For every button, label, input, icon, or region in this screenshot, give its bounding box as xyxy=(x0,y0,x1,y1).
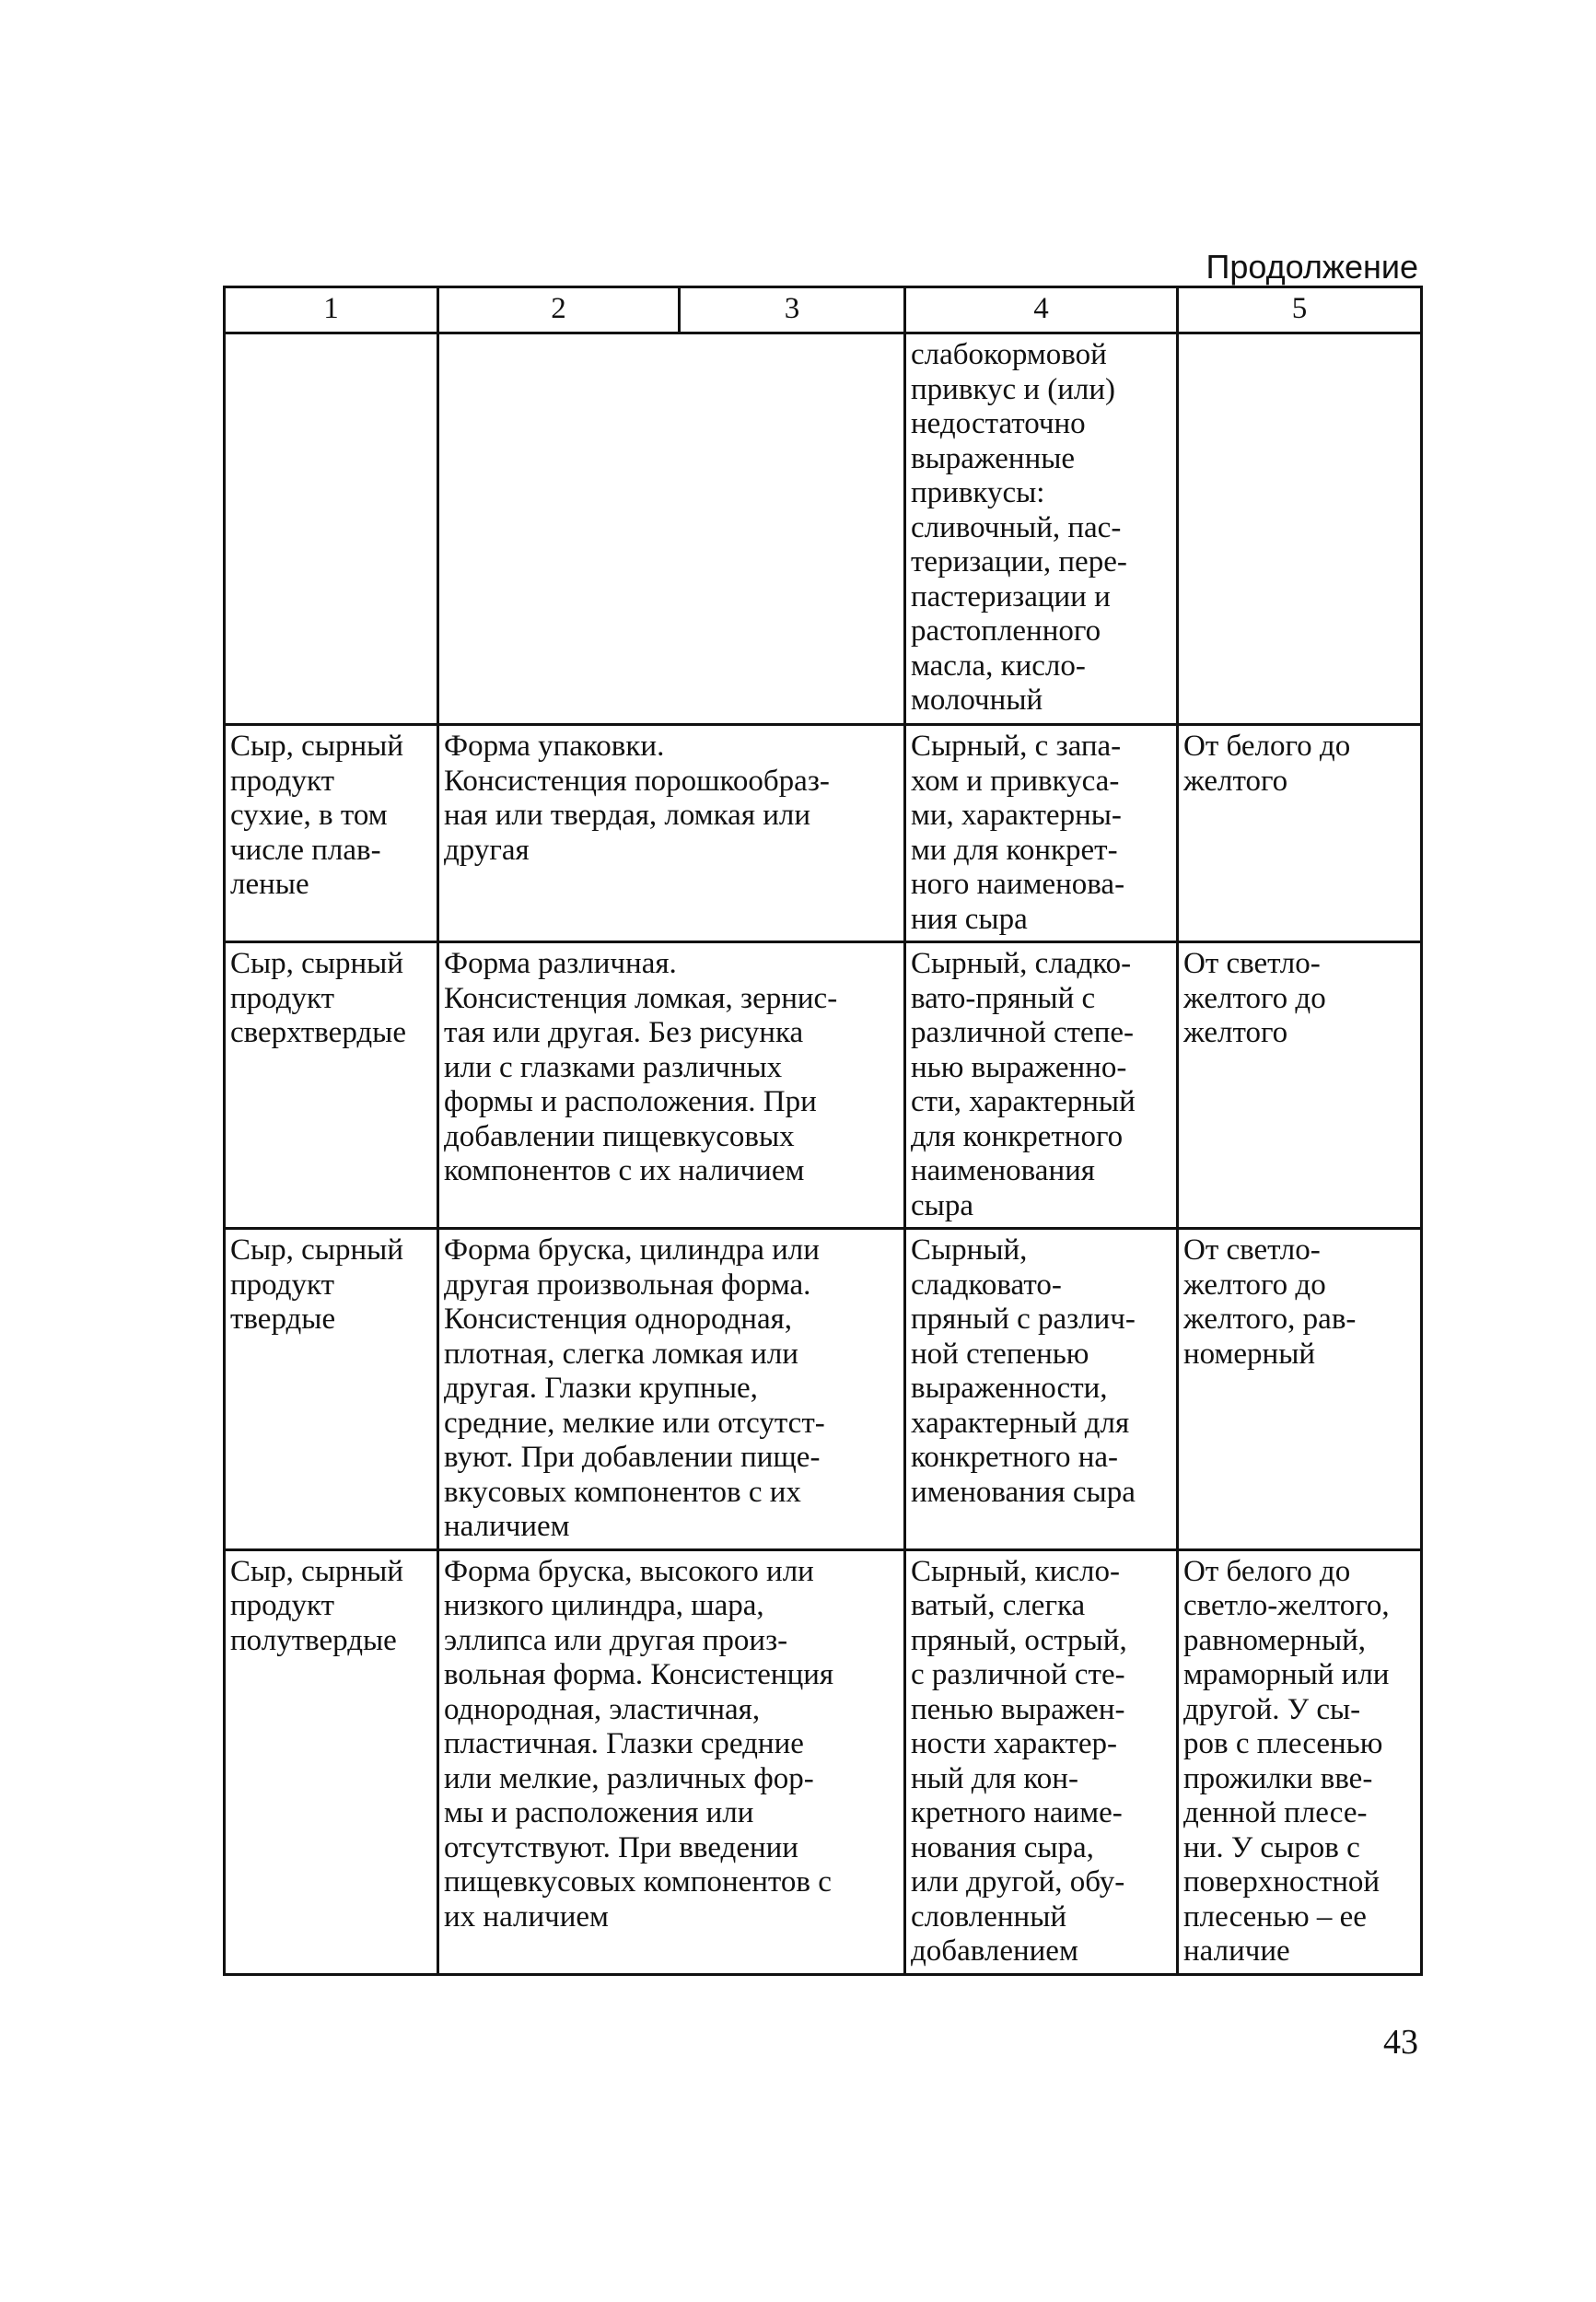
taste-smell-cell: Сырный, кисло- ватый, слегка пряный, острый, с различной сте- пенью выражен- ности характер- ный для кон- кретного наиме- нования сыра, или другой, обу- словленный добавлением xyxy=(905,1549,1178,1974)
product-cell: Сыр, сырный продукт твердые xyxy=(225,1229,438,1550)
table-header-row xyxy=(225,287,1422,333)
color-cell: От светло- желтого до желтого, рав- номерный xyxy=(1178,1229,1422,1550)
table-row xyxy=(225,1549,1422,1974)
cheese-characteristics-table xyxy=(223,286,1423,1976)
color-cell: От светло- желтого до желтого xyxy=(1178,942,1422,1229)
taste-smell-cell: Сырный, сладко- вато-пряный с различной степе- нью выраженно- сти, характерный для конкретного наименования сыра xyxy=(905,942,1178,1229)
product-cell xyxy=(225,333,438,725)
table-row xyxy=(225,725,1422,942)
table-row xyxy=(225,333,1422,725)
column-header-5: 5 xyxy=(1178,287,1422,333)
continuation-label: Продолжение xyxy=(1206,248,1418,286)
table-row xyxy=(225,942,1422,1229)
color-cell: От белого до светло-желтого, равномерный, мраморный или другой. У сы- ров с плесенью прожилки вве- денной плесе- ни. У сыров с поверхностной плесенью – ее наличие xyxy=(1178,1549,1422,1974)
column-header-2: 2 xyxy=(438,287,680,333)
taste-smell-cell: Сырный, сладковато- пряный с различ- ной степенью выраженности, характерный для конкретного на- именования сыра xyxy=(905,1229,1178,1550)
form-consistency-cell: Форма бруска, цилиндра или другая произвольная форма. Консистенция однородная, плотная, слегка ломкая или другая. Глазки крупные, средние, мелкие или отсутст- вуют. При добавлении пище- вкусовых компонентов с их наличием xyxy=(438,1229,905,1550)
product-cell: Сыр, сырный продукт сухие, в том числе плав- леные xyxy=(225,725,438,942)
page-number: 43 xyxy=(1383,2023,1418,2062)
form-consistency-cell: Форма бруска, высокого или низкого цилиндра, шара, эллипса или другая произ- вольная форма. Консистенция однородная, эластичная, пластичная. Глазки средние или мелкие, различных фор- мы и расположения или отсутствуют. При введении пищевкусовых компонентов с их наличием xyxy=(438,1549,905,1974)
color-cell xyxy=(1178,333,1422,725)
form-consistency-cell xyxy=(438,333,905,725)
table-row xyxy=(225,1229,1422,1550)
product-cell: Сыр, сырный продукт полутвердые xyxy=(225,1549,438,1974)
form-consistency-cell: Форма различная. Консистенция ломкая, зернис- тая или другая. Без рисунка или с глазками различных формы и расположения. При добавлении пищевкусовых компонентов с их наличием xyxy=(438,942,905,1229)
column-header-3: 3 xyxy=(680,287,905,333)
cheese-characteristics-table-wrap xyxy=(223,286,1420,1976)
color-cell: От белого до желтого xyxy=(1178,725,1422,942)
column-header-4: 4 xyxy=(905,287,1178,333)
product-cell: Сыр, сырный продукт сверхтвердые xyxy=(225,942,438,1229)
form-consistency-cell: Форма упаковки. Консистенция порошкообраз- ная или твердая, ломкая или другая xyxy=(438,725,905,942)
taste-smell-cell: Сырный, с запа- хом и привкуса- ми, характерны- ми для конкрет- ного наименова- ния сыра xyxy=(905,725,1178,942)
taste-smell-cell: слабокормовой привкус и (или) недостаточно выраженные привкусы: сливочный, пас- теризации, пере- пастеризации и растопленного масла, кисло- молочный xyxy=(905,333,1178,725)
column-header-1: 1 xyxy=(225,287,438,333)
